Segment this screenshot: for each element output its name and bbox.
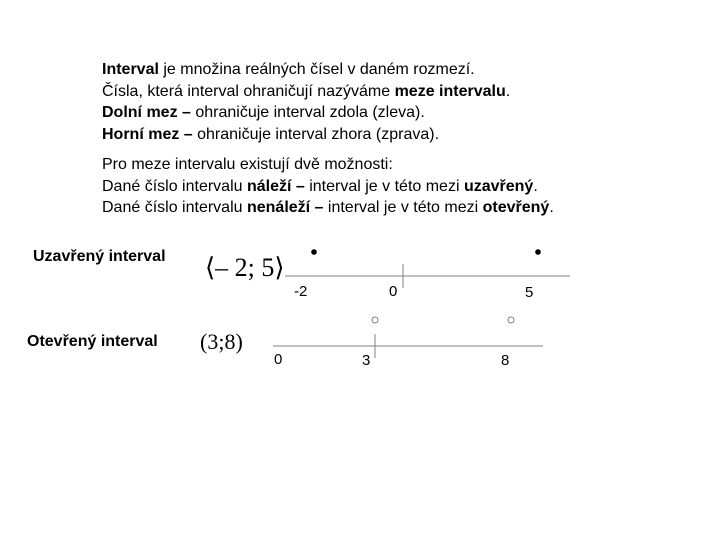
closed-lower-bound-dot <box>311 249 317 255</box>
definition-interval: Interval je množina reálných čísel v daném rozmezí. <box>102 61 475 78</box>
open-lower-bound-circle <box>372 317 378 323</box>
definition-bounds: Čísla, která interval ohraničují nazýváme meze intervalu. <box>102 82 511 100</box>
closed-interval-label: Uzavřený interval <box>33 248 166 265</box>
definition-lower-bound: Dolní mez – ohraničuje interval zdola (zleva). <box>102 104 425 121</box>
closed-tick-0: 0 <box>389 283 398 300</box>
definition-upper-bound: Horní mez – ohraničuje interval zhora (zprava). <box>102 125 440 143</box>
open-tick-3: 3 <box>362 352 371 369</box>
open-tick-8: 8 <box>501 352 510 369</box>
possibility-closed: Dané číslo intervalu náleží – interval je v této mezi uzavřený. <box>102 177 538 195</box>
open-tick-0: 0 <box>274 351 283 368</box>
open-upper-bound-circle <box>508 317 514 323</box>
closed-tick-5: 5 <box>525 284 534 301</box>
closed-upper-bound-dot <box>535 249 541 255</box>
closed-interval-notation: ⟨– 2; 5⟩ <box>205 253 285 282</box>
open-interval-label: Otevřený interval <box>27 333 158 350</box>
possibilities-intro: Pro meze intervalu existují dvě možnosti: <box>102 156 393 173</box>
closed-tick-minus2: -2 <box>294 283 308 300</box>
open-interval-notation: (3;8) <box>200 329 243 354</box>
possibility-open: Dané číslo intervalu nenáleží – interval je v této mezi otevřený. <box>102 199 554 216</box>
